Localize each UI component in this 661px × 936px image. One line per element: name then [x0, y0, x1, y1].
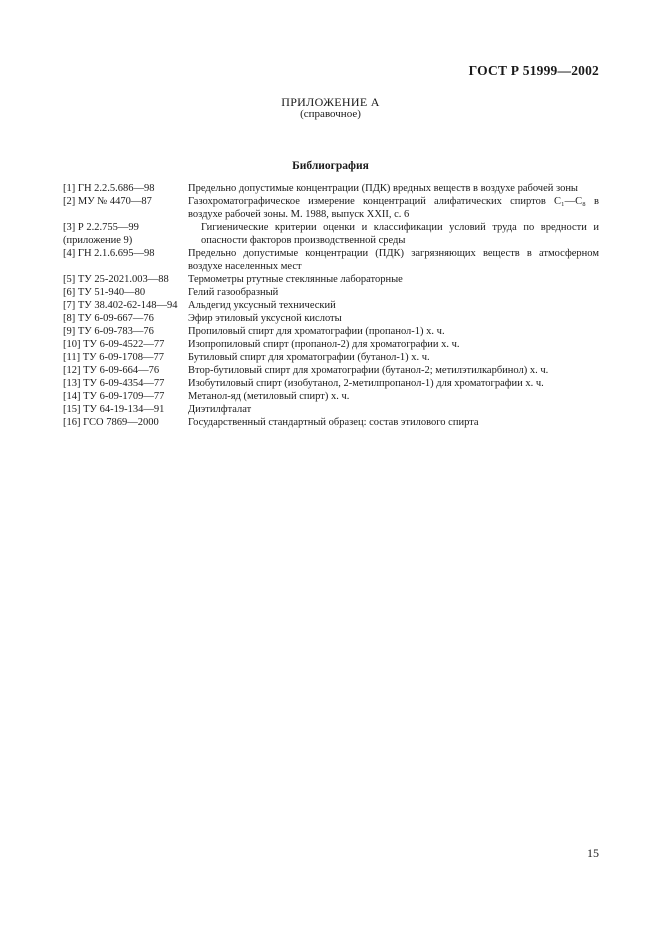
bibliography-entry: [63, 195, 599, 221]
entry-reference: [5] ТУ 25-2021.003—88: [63, 274, 169, 285]
entry-reference: [7] ТУ 38.402-62-148—94: [63, 300, 178, 311]
entry-reference: [2] МУ № 4470—87: [63, 196, 152, 207]
entry-title: Диэтилфталат: [188, 404, 252, 415]
entry-title: Втор-бутиловый спирт для хроматографии (бутанол-2; метилэтилкарбинол) х. ч.: [188, 365, 549, 376]
entry-reference: [4] ГН 2.1.6.695—98: [63, 248, 155, 259]
entry-title: Гелий газообразный: [188, 287, 279, 298]
entry-reference: [3] Р 2.2.755—99 (приложение 9): [63, 222, 139, 246]
entry-title: Изопропиловый спирт (пропанол-2) для хроматографии х. ч.: [188, 339, 460, 350]
bibliography-entry: [63, 273, 599, 286]
bibliography-entry: [63, 182, 599, 195]
appendix-title: ПРИЛОЖЕНИЕ А: [281, 95, 380, 109]
entry-reference: [8] ТУ 6-09-667—76: [63, 313, 154, 324]
entry-title: Пропиловый спирт для хроматографии (пропанол-1) х. ч.: [188, 326, 445, 337]
entry-title: Изобутиловый спирт (изобутанол, 2-метилпропанол-1) для хроматографии х. ч.: [188, 378, 544, 389]
entry-reference: [13] ТУ 6-09-4354—77: [63, 378, 165, 389]
bibliography-entry: [63, 364, 599, 377]
bibliography-entry: [63, 416, 599, 429]
entry-reference: [14] ТУ 6-09-1709—77: [63, 391, 165, 402]
entry-title: Гигиенические критерии оценки и классификации условий труда по вредности и опасности факторов производственной среды: [201, 222, 599, 246]
bibliography-entry: [63, 351, 599, 364]
bibliography-entry: [63, 312, 599, 325]
entry-reference: [15] ТУ 64-19-134—91: [63, 404, 165, 415]
entry-reference: [16] ГСО 7869—2000: [63, 417, 159, 428]
entry-title: Предельно допустимые концентрации (ПДК) загрязняющих веществ в атмосферном воздухе населенных мест: [188, 248, 599, 272]
entry-reference: [10] ТУ 6-09-4522—77: [63, 339, 165, 350]
bibliography-entry: [63, 325, 599, 338]
bibliography-entry: [63, 338, 599, 351]
entry-reference: [1] ГН 2.2.5.686—98: [63, 183, 155, 194]
bibliography-entry: [63, 390, 599, 403]
entry-title: Предельно допустимые концентрации (ПДК) вредных веществ в воздухе рабочей зоны: [188, 183, 578, 194]
entry-title: Бутиловый спирт для хроматографии (бутанол-1) х. ч.: [188, 352, 430, 363]
page-number: 15: [587, 846, 599, 860]
document-code: ГОСТ Р 51999—2002: [468, 63, 599, 78]
bibliography-list: [63, 182, 599, 429]
bibliography-entry: [63, 299, 599, 312]
entry-reference: [9] ТУ 6-09-783—76: [63, 326, 154, 337]
entry-title: Государственный стандартный образец: состав этилового спирта: [188, 417, 479, 428]
appendix-subtitle: (справочное): [300, 108, 361, 120]
bibliography-entry: [63, 403, 599, 416]
bibliography-entry: [63, 247, 599, 273]
bibliography-heading: Библиография: [292, 160, 369, 172]
entry-reference: [11] ТУ 6-09-1708—77: [63, 352, 164, 363]
bibliography-entry: [63, 286, 599, 299]
entry-title: Термометры ртутные стеклянные лабораторные: [188, 274, 403, 285]
bibliography-entry: [63, 377, 599, 390]
entry-title: Газохроматографическое измерение концентраций алифатических спиртов C₁—C₈ в воздухе рабочей зоны. М. 1988, выпуск XXII, с. 6: [188, 196, 599, 220]
entry-reference: [12] ТУ 6-09-664—76: [63, 365, 160, 376]
entry-title: Альдегид уксусный технический: [188, 300, 336, 311]
bibliography-entry: [63, 221, 599, 247]
entry-title: Метанол-яд (метиловый спирт) х. ч.: [188, 391, 350, 402]
entry-reference: [6] ТУ 51-940—80: [63, 287, 146, 298]
entry-title: Эфир этиловый уксусной кислоты: [188, 313, 342, 324]
